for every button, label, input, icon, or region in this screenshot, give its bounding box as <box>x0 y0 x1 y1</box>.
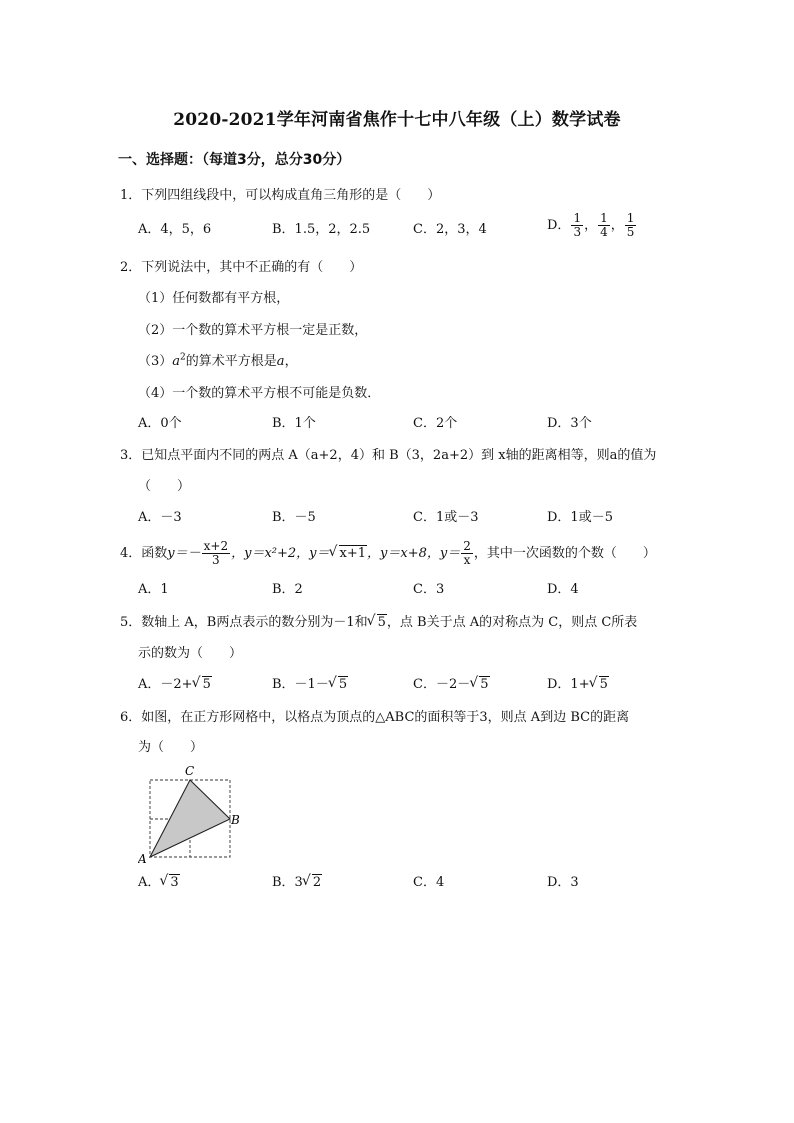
option-text: C．－2－ <box>413 677 471 692</box>
q2-statement-4: （4）一个数的算术平方根不可能是负数． <box>138 386 381 401</box>
option-text: D．1+ <box>547 677 590 692</box>
s3-end: ， <box>284 354 298 369</box>
q3-option-b: B．－5 <box>272 510 316 525</box>
q2-statement-1: （1）任何数都有平方根， <box>138 291 290 306</box>
exponent: 2 <box>180 352 186 363</box>
radicand: 5 <box>202 677 211 692</box>
radicand: 5 <box>377 615 386 630</box>
q4-post: ，其中一次函数的个数（ ） <box>473 546 656 561</box>
numerator: x+2 <box>203 539 229 553</box>
sqrt <box>160 873 179 893</box>
q6-stem-cont: 为（ ） <box>138 740 204 755</box>
question-2-stem: 2．下列说法中，其中不正确的有（ ） <box>120 260 363 275</box>
q2-option-b: B．1个 <box>272 416 316 431</box>
q5-stem-cont: 示的数为（ ） <box>138 646 243 661</box>
q4-option-b: B．2 <box>272 582 303 597</box>
denominator: 5 <box>626 225 635 239</box>
radicand: 2 <box>312 875 322 890</box>
q6-option-b <box>272 873 322 893</box>
radicand: 5 <box>338 677 348 692</box>
sqrt <box>590 675 609 695</box>
q6-option-d: D．3 <box>547 875 579 890</box>
q5-prefix: 5．数轴上 A，B两点表示的数分别为－1和 <box>120 615 368 630</box>
fraction <box>571 212 583 239</box>
q4-prefix: 4．函数 <box>120 546 168 561</box>
denominator: x <box>463 553 471 567</box>
sqrt <box>368 613 387 633</box>
s3-text: 的算术平方根是 <box>185 354 277 369</box>
q4-option-d: D．4 <box>547 582 579 597</box>
q1-option-d: D． $\frac{1}{3}$ ， $\frac{1}{4}$ ， $\frac{1}{5}$ <box>547 211 635 239</box>
sqrt <box>329 675 348 695</box>
numerator: 1 <box>573 211 582 225</box>
variable-a: a <box>172 354 181 369</box>
denominator: 4 <box>600 225 608 239</box>
q5-option-c <box>413 675 490 695</box>
section-heading: 一、选择题：（每道3分，总分30分） <box>118 152 351 168</box>
sqrt <box>193 675 212 695</box>
triangle-grid-figure <box>138 764 248 868</box>
q5-option-a <box>138 675 212 695</box>
label-a: A <box>138 852 147 864</box>
q1-d-prefix: D． <box>547 218 571 233</box>
s3-prefix: （3） <box>138 354 173 369</box>
q4-func-4: ，y＝x+8，y＝ <box>367 546 461 561</box>
q2-statement-3 <box>138 352 298 372</box>
q2-option-d: D．3个 <box>547 416 592 431</box>
numerator: 2 <box>463 539 471 553</box>
radicand: 5 <box>599 677 608 692</box>
q1-option-a: A．4，5，6 <box>138 222 212 237</box>
option-text: B．3 <box>272 875 303 890</box>
fraction <box>461 540 473 567</box>
label-c: C <box>185 764 195 778</box>
question-5-stem <box>120 613 637 633</box>
fraction <box>202 540 230 567</box>
option-text: B．－1－ <box>272 677 329 692</box>
q1-option-b: B．1.5，2，2.5 <box>272 222 371 237</box>
denominator: 3 <box>573 225 582 239</box>
q3-option-c: C．1或－3 <box>413 510 479 525</box>
denominator: 3 <box>212 553 220 567</box>
q1-option-c: C．2，3，4 <box>413 222 487 237</box>
numerator: 1 <box>626 211 635 225</box>
numerator: 1 <box>600 211 608 225</box>
question-1-stem: 1．下列四组线段中，可以构成直角三角形的是（ ） <box>120 188 441 203</box>
radicand: x+1 <box>339 546 367 561</box>
q6-option-c: C．4 <box>413 875 445 890</box>
variable-a: a <box>276 354 285 369</box>
option-text: A． <box>138 875 161 890</box>
exam-title: 2020-2021学年河南省焦作十七中八年级（上）数学试卷 <box>173 110 621 130</box>
q4-option-a: A．1 <box>138 582 169 597</box>
q3-stem-cont: （ ） <box>138 479 191 494</box>
q4-func-2: ，y＝x²+2，y＝ <box>231 546 330 561</box>
q5-option-d <box>547 675 609 695</box>
radicand: 5 <box>480 677 489 692</box>
sqrt <box>470 675 489 695</box>
question-3-stem: 3．已知点平面内不同的两点 A（a+2，4）和 B（3，2a+2）到 x轴的距离相等，则a的值为 <box>120 448 657 463</box>
option-text: A．－2+ <box>138 677 193 692</box>
q4-option-c: C．3 <box>413 582 445 597</box>
question-6-stem: 6．如图，在正方形网格中，以格点为顶点的△ABC的面积等于3，则点 A到边 BC的距离 <box>120 710 630 725</box>
question-4-stem <box>120 540 656 567</box>
q3-option-d: D．1或－5 <box>547 510 613 525</box>
q4-func-1: y＝－ <box>167 546 201 561</box>
q5-post: ，点 B关于点 A的对称点为 C，则点 C所表 <box>386 615 638 630</box>
fraction <box>598 212 610 239</box>
q2-statement-2: （2）一个数的算术平方根一定是正数， <box>138 323 368 338</box>
q6-option-a <box>138 873 180 893</box>
triangle-grid-svg <box>138 764 248 864</box>
q2-option-c: C．2个 <box>413 416 458 431</box>
radicand: 3 <box>170 875 179 890</box>
fraction <box>625 212 637 239</box>
sqrt <box>330 544 368 564</box>
sqrt <box>303 873 322 893</box>
q2-option-a: A．0个 <box>138 416 182 431</box>
label-b: B <box>231 813 240 827</box>
q5-option-b <box>272 675 348 695</box>
q3-option-a: A．－3 <box>138 510 182 525</box>
